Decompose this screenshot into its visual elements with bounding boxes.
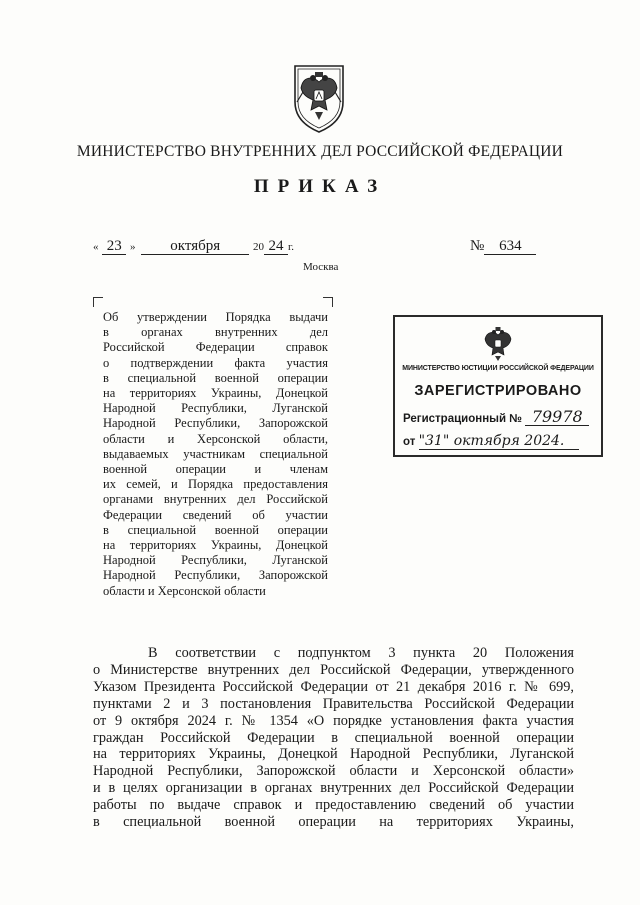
date-month: октября <box>141 239 249 255</box>
body-line: граждан Российской Федерации в специальной военной операции <box>93 729 574 746</box>
stamp-eagle-icon <box>479 325 517 363</box>
body-line: Народной Республики, Запорожской области и Херсонской области» <box>93 763 574 780</box>
registration-stamp <box>393 315 603 457</box>
date-quote-close: » <box>130 241 136 253</box>
subject-line: Народной Республики, Луганской <box>103 401 328 416</box>
subject-line: области и Херсонской области, <box>103 431 328 446</box>
body-line: от 9 октября 2024 г. № 1354 «О порядке установления факта участия <box>93 712 574 729</box>
subject-line: Об утверждении Порядка выдачи <box>103 310 328 324</box>
date-quote-open: « <box>93 241 99 253</box>
date-year-prefix: 20 <box>253 241 264 253</box>
date-year: 24 <box>264 239 288 255</box>
body-line: В соответствии с подпунктом 3 пункта 20 Положения <box>148 645 574 661</box>
subject-line: их семей, и Порядка предоставления <box>103 477 328 492</box>
subject-bracket-right <box>323 297 333 307</box>
subject-line: выдаваемых участникам специальной <box>103 446 328 461</box>
stamp-ministry: МИНИСТЕРСТВО ЮСТИЦИИ РОССИЙСКОЙ ФЕДЕРАЦИИ <box>402 365 594 372</box>
body-line: в специальной военной операции на территориях Украины, <box>93 814 574 831</box>
subject-line: Народной Республики, Запорожской <box>103 416 328 431</box>
date-day: 23 <box>102 239 126 255</box>
subject-line: в специальной военной операции <box>103 522 328 537</box>
order-number <box>470 238 536 255</box>
body-line: Указом Президента Российской Федерации от 21 декабря 2016 г. № 699, <box>93 678 574 695</box>
body-line: о Министерстве внутренних дел Российской Федерации, утвержденного <box>93 661 574 678</box>
body-line: на территориях Украины, Донецкой Народной Республики, Луганской <box>93 746 574 763</box>
subject-block <box>103 310 328 599</box>
subject-line: о подтверждении факта участия <box>103 355 328 370</box>
body-line: и в целях организации в органах внутренних дел Российской Федерации <box>93 780 574 797</box>
subject-line: на территориях Украины, Донецкой <box>103 386 328 401</box>
stamp-date-line <box>403 433 579 450</box>
stamp-reg-line <box>403 409 589 426</box>
number-label: № <box>470 238 485 254</box>
stamp-registered: ЗАРЕГИСТРИРОВАНО <box>414 383 582 399</box>
subject-line: Российской Федерации справок <box>103 340 328 355</box>
subject-line: Народной Республики, Запорожской <box>103 568 328 583</box>
subject-line: в специальной военной операции <box>103 370 328 385</box>
subject-bracket-left <box>93 297 103 307</box>
ministry-name: МИНИСТЕРСТВО ВНУТРЕННИХ ДЕЛ РОССИЙСКОЙ ФЕДЕРАЦИИ <box>76 143 564 160</box>
subject-line: органами внутренних дел Российской <box>103 492 328 507</box>
coat-of-arms-icon <box>289 62 349 134</box>
date-year-unit: г. <box>288 241 295 253</box>
document-type-title: ПРИКАЗ <box>253 176 387 197</box>
body-paragraph <box>93 645 574 831</box>
subject-line: Народной Республики, Луганской <box>103 553 328 568</box>
subject-line: Федерации сведений об участии <box>103 507 328 522</box>
body-line: работы по выдаче справок и предоставлению сведений об участии <box>93 797 574 814</box>
stamp-date-value: "31" октября 2024. <box>419 433 579 450</box>
stamp-date-label: от <box>403 436 416 448</box>
subject-line: области и Херсонской области <box>103 583 266 598</box>
subject-line: в органах внутренних дел <box>103 325 328 340</box>
body-line: пунктами 2 и 3 постановления Правительства Российской Федерации <box>93 695 574 712</box>
number-value: 634 <box>484 239 536 255</box>
city: Москва <box>303 261 339 273</box>
stamp-reg-label: Регистрационный № <box>403 413 523 425</box>
subject-line: военной операции и членам <box>103 462 328 477</box>
order-date <box>93 238 294 255</box>
subject-line: на территориях Украины, Донецкой <box>103 538 328 553</box>
stamp-reg-number: 79978 <box>525 409 589 426</box>
